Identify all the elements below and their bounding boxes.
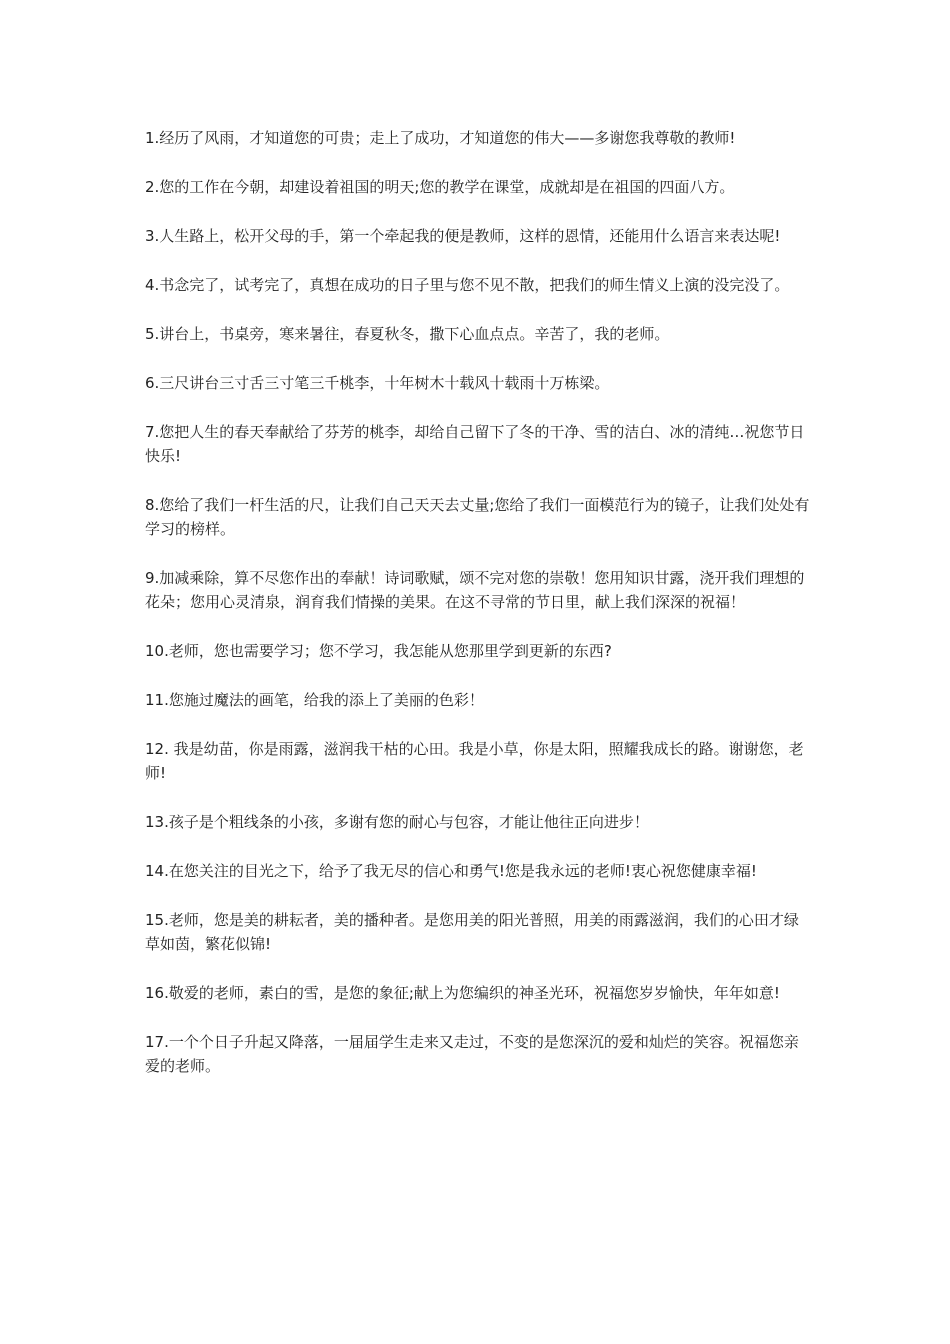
paragraph-13: 13.孩子是个粗线条的小孩，多谢有您的耐心与包容，才能让他往正向进步！ [145,813,649,831]
paragraph-2: 2.您的工作在今朝，却建设着祖国的明天;您的教学在课堂，成就却是在祖国的四面八方。 [145,178,735,196]
paragraph-16: 16.敬爱的老师，素白的雪，是您的象征;献上为您编织的神圣光环，祝福您岁岁愉快，年年如意! [145,984,780,1002]
paragraph-15: 15.老师，您是美的耕耘者，美的播种者。是您用美的阳光普照，用美的雨露滋润，我们的心田才绿草如茵，繁花似锦! [145,911,799,953]
paragraph-6: 6.三尺讲台三寸舌三寸笔三千桃李，十年树木十载风十载雨十万栋梁。 [145,374,610,392]
paragraph-9: 9.加减乘除，算不尽您作出的奉献！诗词歌赋，颂不完对您的崇敬！您用知识甘露，浇开我们理想的花朵；您用心灵清泉，润育我们情操的美果。在这不寻常的节日里，献上我们深深的祝福！ [145,569,805,611]
paragraph-10: 10.老师，您也需要学习；您不学习，我怎能从您那里学到更新的东西? [145,642,612,660]
paragraph-7: 7.您把人生的春天奉献给了芬芳的桃李，却给自己留下了冬的干净、雪的洁白、冰的清纯…祝您节日快乐! [145,423,805,465]
paragraph-8: 8.您给了我们一杆生活的尺，让我们自己天天去丈量;您给了我们一面模范行为的镜子，让我们处处有学习的榜样。 [145,496,810,538]
paragraph-1: 1.经历了风雨，才知道您的可贵；走上了成功，才知道您的伟大——多谢您我尊敬的教师! [145,129,736,147]
paragraph-11: 11.您施过魔法的画笔，给我的添上了美丽的色彩！ [145,691,484,709]
paragraph-17: 17.一个个日子升起又降落，一届届学生走来又走过，不变的是您深沉的爱和灿烂的笑容。祝福您亲爱的老师。 [145,1033,799,1075]
paragraph-5: 5.讲台上，书桌旁，寒来暑往，春夏秋冬，撒下心血点点。辛苦了，我的老师。 [145,325,670,343]
paragraph-3: 3.人生路上，松开父母的手，第一个牵起我的便是教师，这样的恩情，还能用什么语言来表达呢! [145,227,781,245]
document-body [145,126,811,1103]
paragraph-4: 4.书念完了，试考完了，真想在成功的日子里与您不见不散，把我们的师生情义上演的没完没了。 [145,276,790,294]
paragraph-14: 14.在您关注的目光之下，给予了我无尽的信心和勇气!您是我永远的老师!衷心祝您健康幸福! [145,862,757,880]
paragraph-12: 12. 我是幼苗，你是雨露，滋润我干枯的心田。我是小草，你是太阳，照耀我成长的路。谢谢您，老师! [145,740,804,782]
